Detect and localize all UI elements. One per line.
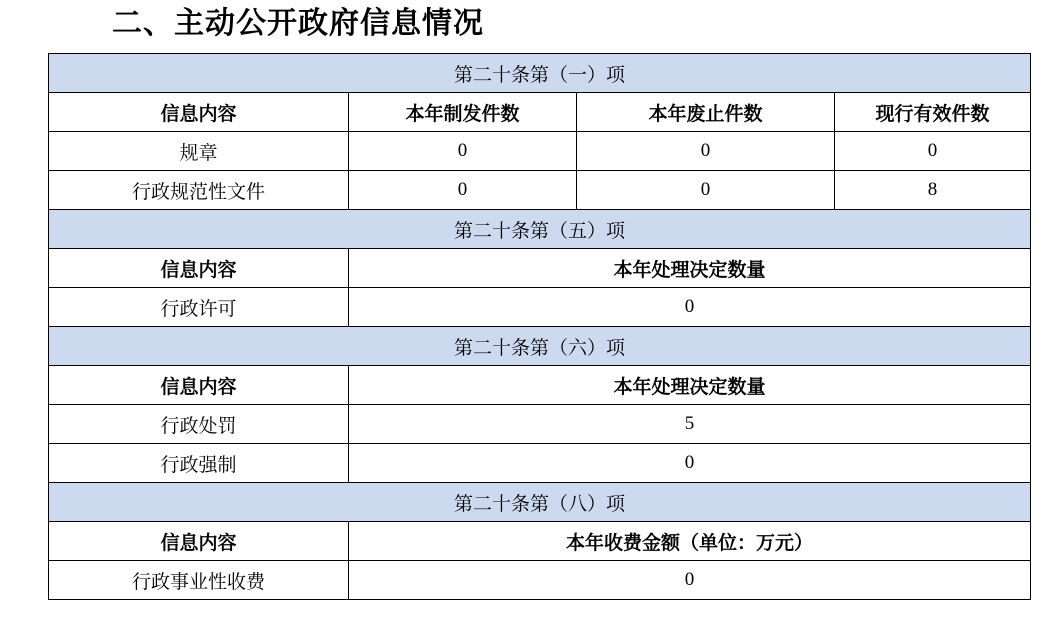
table-row xyxy=(49,561,1031,600)
column-header: 本年废止件数 xyxy=(577,93,835,132)
row-label: 行政强制 xyxy=(49,444,349,483)
column-header: 本年收费金额（单位：万元） xyxy=(349,522,1031,561)
table-header-row xyxy=(49,522,1031,561)
cell-value: 5 xyxy=(349,405,1031,444)
column-header: 信息内容 xyxy=(49,522,349,561)
government-information-disclosure-table xyxy=(48,53,1031,600)
column-header: 本年处理决定数量 xyxy=(349,366,1031,405)
cell-value: 0 xyxy=(349,132,577,171)
row-label: 行政处罚 xyxy=(49,405,349,444)
section-title: 第二十条第（五）项 xyxy=(49,210,1031,249)
row-label: 规章 xyxy=(49,132,349,171)
column-header: 信息内容 xyxy=(49,249,349,288)
table-section-row xyxy=(49,483,1031,522)
table-header-row xyxy=(49,93,1031,132)
section-title: 第二十条第（六）项 xyxy=(49,327,1031,366)
cell-value: 0 xyxy=(577,171,835,210)
column-header: 本年制发件数 xyxy=(349,93,577,132)
table-row xyxy=(49,132,1031,171)
table-row xyxy=(49,171,1031,210)
table-header-row xyxy=(49,249,1031,288)
column-header: 信息内容 xyxy=(49,366,349,405)
row-label: 行政事业性收费 xyxy=(49,561,349,600)
page-title: 二、主动公开政府信息情况 xyxy=(112,7,484,40)
table-row xyxy=(49,288,1031,327)
cell-value: 0 xyxy=(349,444,1031,483)
table-section-row xyxy=(49,327,1031,366)
cell-value: 0 xyxy=(349,561,1031,600)
table-row xyxy=(49,405,1031,444)
cell-value: 0 xyxy=(349,171,577,210)
table-section-row xyxy=(49,210,1031,249)
column-header: 本年处理决定数量 xyxy=(349,249,1031,288)
section-title: 第二十条第（一）项 xyxy=(49,54,1031,93)
cell-value: 0 xyxy=(577,132,835,171)
row-label: 行政许可 xyxy=(49,288,349,327)
row-label: 行政规范性文件 xyxy=(49,171,349,210)
table-header-row xyxy=(49,366,1031,405)
column-header: 现行有效件数 xyxy=(835,93,1031,132)
column-header: 信息内容 xyxy=(49,93,349,132)
cell-value: 0 xyxy=(349,288,1031,327)
table-row xyxy=(49,444,1031,483)
section-title: 第二十条第（八）项 xyxy=(49,483,1031,522)
table-section-row xyxy=(49,54,1031,93)
cell-value: 8 xyxy=(835,171,1031,210)
cell-value: 0 xyxy=(835,132,1031,171)
